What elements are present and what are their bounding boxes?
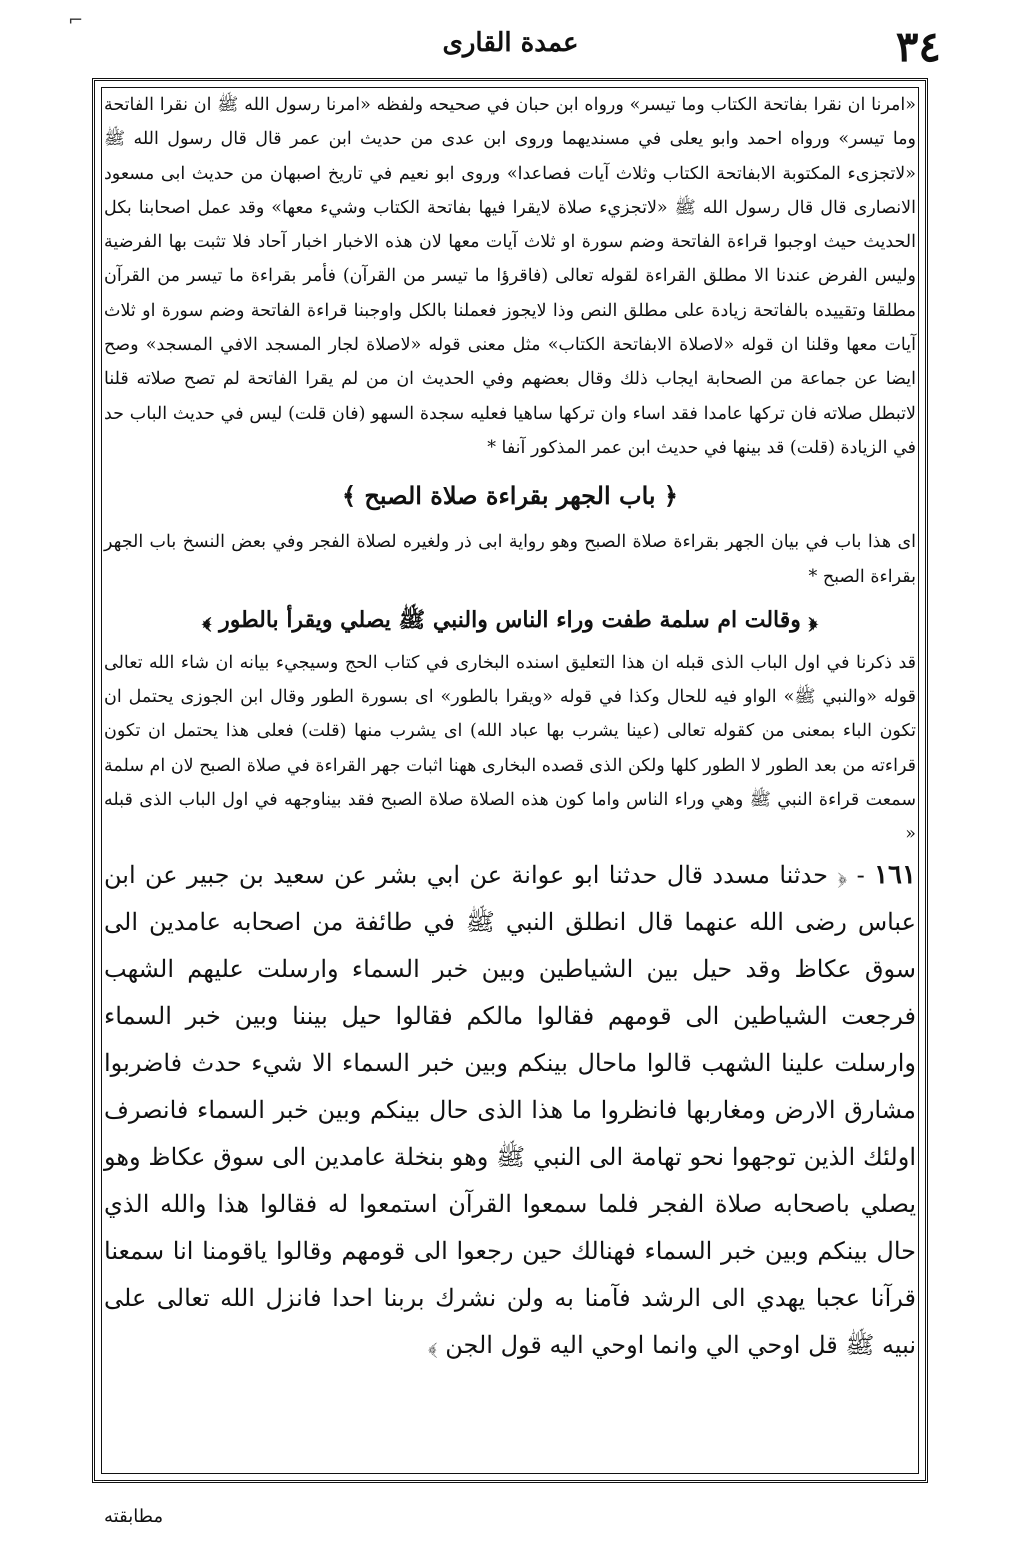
page-number: ٣٤ [895, 22, 941, 71]
chapter-heading: ﴿ باب الجهر بقراءة صلاة الصبح ﴾ [341, 481, 678, 511]
running-head: عمدة القاری [442, 28, 579, 58]
hadith-text-block: ١٦١ - ﴿ حدثنا مسدد قال حدثنا ابو عوانة عن ابي بشر عن سعيد بن جبير عن ابن عباس رضى الله عنهما قال انطلق النبي ﷺ في طائفة من اصحابه عامدين الى سوق عكاظ وقد حيل بين الشياطين وبين خبر السماء وارسلت عليهم الشهب فرجعت الشياطين الى قومهم فقالوا مالكم فقالوا حيل بيننا وبين خبر السماء وارسلت علينا الشهب قالوا ماحال بينكم وبين خبر السماء الا شيء حدث فاضربوا مشارق الارض ومغاربها فانظروا ما هذا الذى حال بينكم وبين خبر السماء فانصرف اولئك الذين توجهوا نحو تهامة الى النبي ﷺ وهو بنخلة عامدين الى سوق عكاظ وهو يصلي باصحابه صلاة الفجر فلما سمعوا القرآن استمعوا له فقالوا هذا والله الذي حال بينكم وبين خبر السماء فهنالك حين رجعوا الى قومهم وقالوا ياقومنا انا سمعنا قرآنا عجبا يهدي الى الرشد فآمنا به ولن نشرك بربنا احدا فانزل الله تعالى على نبيه ﷺ قل اوحي الي وانما اوحي اليه قول الجن ﴾ [104, 859, 916, 1359]
main-text [104, 88, 916, 1369]
corner-mark: ⌐ [68, 10, 84, 31]
hadith-number: ١٦١ [874, 859, 916, 890]
commentary-paragraph: «امرنا ان نقرا بفاتحة الكتاب وما تيسر» ورواه ابن حبان في صحيحه ولفظه «امرنا رسول الله ﷺ ان نقرا الفاتحة وما تيسر» ورواه احمد وابو يعلى في مسنديهما وروى ابن عدى من حديث ابن عمر قال قال رسول الله ﷺ «لاتجزىء المكتوبة الابفاتحة الكتاب وثلاث آيات فصاعدا» وروى ابو نعيم في تاريخ اصبهان من حديث ابى مسعود الانصارى قال قال رسول الله ﷺ «لاتجزيء صلاة لايقرا فيها بفاتحة الكتاب وشيء معها» وقد عمل اصحابنا بكل الحديث حيث اوجبوا قراءة الفاتحة وضم سورة او ثلاث آيات معها لان هذه الاخبار اخبار آحاد فلا تثبت بها الفرضية وليس الفرض عندنا الا مطلق القراءة لقوله تعالى (فاقرؤا ما تيسر من القرآن) فأمر بقراءة ما تيسر من القرآن مطلقا وتقييده بالفاتحة زيادة على مطلق النص وذا لايجوز فعملنا بالكل واوجبنا قراءة الفاتحة وضم سورة او ثلاث آيات معها وقلنا ان قوله «لاصلاة الابفاتحة الكتاب» مثل معنى قوله «لاصلاة لجار المسجد الافي المسجد» وصح ايضا عن جماعة من الصحابة ايجاب ذلك وقال بعضهم وفي الحديث ان من لم يقرا الفاتحة لم تصح صلاته قلنا لاتبطل صلاته فان تركها عامدا فقد اساء وان تركها ساهيا فعليه سجدة السهو (فان قلت) ليس في حديث الباب حد في الزيادة (قلت) قد بينها في حديث ابن عمر المذكور آنفا * [104, 95, 916, 458]
catchword: مطابقته [104, 1506, 164, 1527]
quote-commentary: قد ذكرنا في اول الباب الذى قبله ان هذا التعليق اسنده البخارى في كتاب الحج وسيجيء بيانه ان شاء الله تعالى قوله «والنبي ﷺ» الواو فيه للحال وكذا في قوله «ويقرا بالطور» اى بسورة الطور وقال ابن الجوزى يحتمل ان تكون الباء بمعنى من كقوله تعالى (عينا يشرب بها عباد الله) اى يشرب منها (قلت) فعلى هذا يحتمل ان تكون قراءته من بعد الطور لا الطور كلها ولكن الذى قصده البخارى ههنا اثبات جهر القراءة في صلاة الصبح لان ام سلمة سمعت قراءة النبي ﷺ وهي وراء الناس واما كون هذه الصلاة صلاة الصبح فقد بيناوجهه في اول الباب الذى قبله « [104, 652, 916, 845]
quote-heading: ﴿ وقالت ام سلمة طفت وراء الناس والنبي ﷺ يصلي ويقرأ بالطور ﴾ [202, 606, 818, 633]
chapter-explanation: اى هذا باب في بيان الجهر بقراءة صلاة الصبح وهو رواية ابى ذر ولغيره لصلاة الفجر وفي بعض النسخ باب الجهر بقراءة الصبح * [104, 532, 916, 587]
hadith-text: ﴿ حدثنا مسدد قال حدثنا ابو عوانة عن ابي بشر عن سعيد بن جبير عن ابن عباس رضى الله عنهما قال انطلق النبي ﷺ في طائفة من اصحابه عامدين الى سوق عكاظ وقد حيل بين الشياطين وبين خبر السماء وارسلت عليهم الشهب فرجعت الشياطين الى قومهم فقالوا مالكم فقالوا حيل بيننا وبين خبر السماء وارسلت علينا الشهب قالوا ماحال بينكم وبين خبر السماء الا شيء حدث فاضربوا مشارق الارض ومغاربها فانظروا ما هذا الذى حال بينكم وبين خبر السماء فانصرف اولئك الذين توجهوا نحو تهامة الى النبي ﷺ وهو بنخلة عامدين الى سوق عكاظ وهو يصلي باصحابه صلاة الفجر فلما سمعوا القرآن استمعوا له فقالوا هذا والله الذي حال بينكم وبين خبر السماء فهنالك حين رجعوا الى قومهم وقالوا ياقومنا انا سمعنا قرآنا عجبا يهدي الى الرشد فآمنا به ولن نشرك بربنا احدا فانزل الله تعالى على نبيه ﷺ قل اوحي الي وانما اوحي اليه قول الجن ﴾ [104, 860, 916, 1359]
